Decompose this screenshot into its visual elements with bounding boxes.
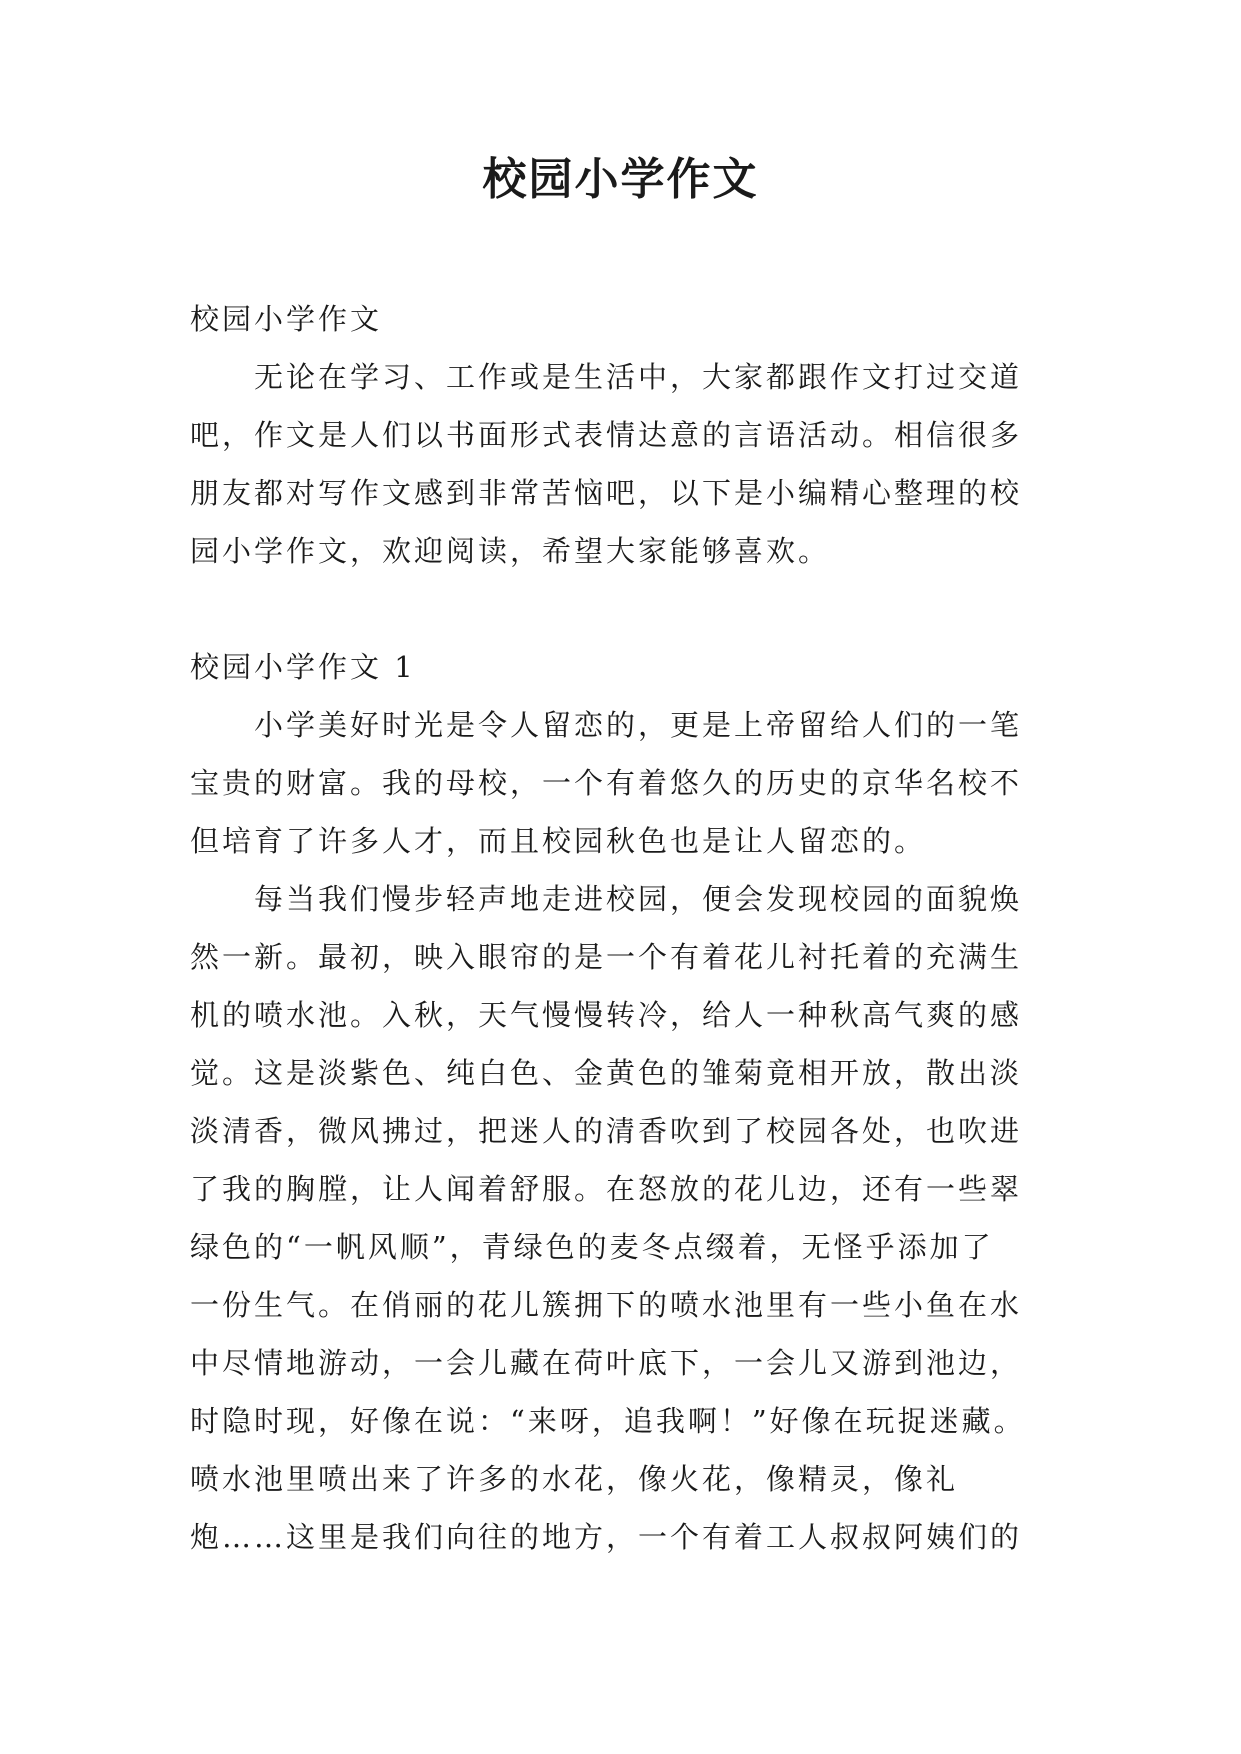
intro-line: 吧，作文是人们以书面形式表情达意的言语活动。相信很多: [190, 418, 1023, 452]
paragraph-line: 每当我们慢步轻声地走进校园，便会发现校园的面貌焕: [254, 882, 1023, 916]
paragraph-line: 淡清香，微风拂过，把迷人的清香吹到了校园各处，也吹进: [190, 1114, 1023, 1148]
intro-line: 园小学作文，欢迎阅读，希望大家能够喜欢。: [190, 534, 831, 568]
paragraph-line: 中尽情地游动，一会儿藏在荷叶底下，一会儿又游到池边，: [190, 1346, 1023, 1380]
section-spacer: [190, 580, 1052, 638]
paragraph-line: 但培育了许多人才，而且校园秋色也是让人留恋的。: [190, 824, 927, 858]
paragraph-line: 了我的胸膛，让人闻着舒服。在怒放的花儿边，还有一些翠: [190, 1172, 1023, 1206]
document-title: 校园小学作文: [482, 154, 759, 205]
paragraph-line: 喷水池里喷出来了许多的水花，像火花，像精灵，像礼: [190, 1462, 959, 1496]
intro-line: 朋友都对写作文感到非常苦恼吧，以下是小编精心整理的校: [190, 476, 1023, 510]
paragraph-line: 觉。这是淡紫色、纯白色、金黄色的雏菊竟相开放，散出淡: [190, 1056, 1023, 1090]
paragraph-line: 然一新。最初，映入眼帘的是一个有着花儿衬托着的充满生: [190, 940, 1023, 974]
paragraph-line: 炮……这里是我们向往的地方，一个有着工人叔叔阿姨们的: [190, 1520, 1023, 1554]
paragraph-line: 时隐时现，好像在说：“来呀，追我啊！”好像在玩捉迷藏。: [190, 1404, 1026, 1438]
intro-line: 无论在学习、工作或是生活中，大家都跟作文打过交道: [254, 360, 1023, 394]
paragraph-line: 宝贵的财富。我的母校，一个有着悠久的历史的京华名校不: [190, 766, 1023, 800]
section-heading: 校园小学作文 1: [190, 650, 416, 684]
paragraph-line: 绿色的“一帆风顺”，青绿色的麦冬点缀着，无怪乎添加了: [190, 1230, 994, 1264]
paragraph-line: 机的喷水池。入秋，天气慢慢转冷，给人一种秋高气爽的感: [190, 998, 1023, 1032]
paragraph-line: 小学美好时光是令人留恋的，更是上帝留给人们的一笔: [254, 708, 1023, 742]
document-body: [190, 290, 1052, 1566]
intro-heading: 校园小学作文: [190, 302, 383, 336]
paragraph-line: 一份生气。在俏丽的花儿簇拥下的喷水池里有一些小鱼在水: [190, 1288, 1023, 1322]
